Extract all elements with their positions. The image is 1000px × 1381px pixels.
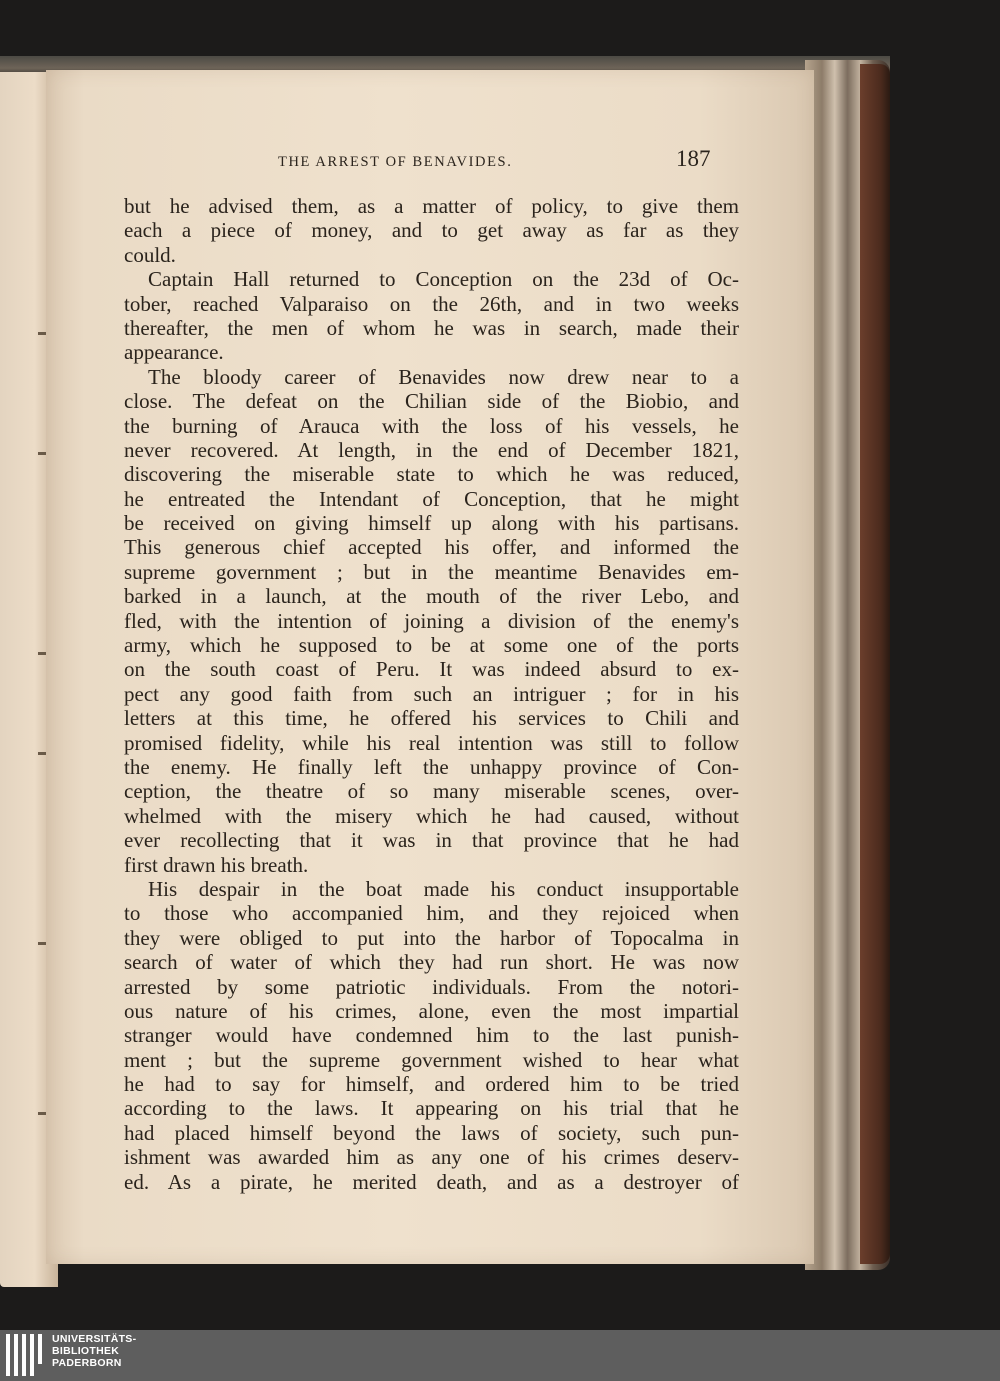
text-line: The bloody career of Benavides now drew near to a — [148, 364, 739, 389]
library-logo-text — [52, 1333, 136, 1369]
text-line: the enemy. He finally left the unhappy province of Con- — [124, 754, 739, 779]
book-cover-right-edge — [860, 64, 890, 1264]
text-line: whelmed with the misery which he had caused, without — [124, 803, 739, 828]
text-line: ception, the theatre of so many miserable scenes, over- — [124, 779, 739, 804]
text-line: ment ; but the supreme government wished to hear what — [124, 1047, 739, 1072]
text-line: according to the laws. It appearing on his trial that he — [124, 1096, 739, 1121]
text-line: search of water of which they had run short. He was now — [124, 950, 739, 975]
text-line: each a piece of money, and to get away as far as they — [124, 218, 739, 243]
logo-line-1: UNIVERSITÄTS- — [52, 1333, 137, 1345]
text-line: ever recollecting that it was in that province that he had — [124, 828, 739, 853]
text-line: could. — [124, 242, 176, 267]
text-line: ous nature of his crimes, alone, even the most impartial — [124, 998, 739, 1023]
logo-line-3: PADERBORN — [52, 1357, 122, 1369]
text-line: on the south coast of Peru. It was indeed absurd to ex- — [124, 657, 739, 682]
text-line: first drawn his breath. — [124, 852, 309, 877]
text-line: had placed himself beyond the laws of society, such pun- — [124, 1120, 739, 1145]
text-line: he had to say for himself, and ordered him to be tried — [124, 1072, 739, 1097]
text-line: pect any good faith from such an intriguer ; for in his — [124, 681, 739, 706]
text-line: to those who accompanied him, and they rejoiced when — [124, 901, 739, 926]
text-line: thereafter, the men of whom he was in search, made their — [124, 315, 739, 340]
page-number: 187 — [676, 146, 711, 171]
text-line: ishment was awarded him as any one of his crimes deserv- — [124, 1145, 739, 1170]
text-line: the burning of Arauca with the loss of his vessels, he — [124, 413, 739, 438]
body-text — [124, 194, 739, 1194]
text-line: Captain Hall returned to Conception on the 23d of Oc- — [148, 267, 739, 292]
text-line: close. The defeat on the Chilian side of the Biobio, and — [124, 389, 739, 414]
text-line: supreme government ; but in the meantime Benavides em- — [124, 559, 739, 584]
text-line: fled, with the intention of joining a division of the enemy's — [124, 608, 739, 633]
text-line: tober, reached Valparaiso on the 26th, and in two weeks — [124, 291, 739, 316]
text-line: they were obliged to put into the harbor of Topocalma in — [124, 925, 739, 950]
logo-line-2: BIBLIOTHEK — [52, 1345, 120, 1357]
text-line: letters at this time, he offered his services to Chili and — [124, 706, 739, 731]
library-logo-icon — [6, 1334, 44, 1376]
text-line: stranger would have condemned him to the last punish- — [124, 1023, 739, 1048]
page-header — [46, 146, 814, 180]
text-line: be received on giving himself up along with his partisans. — [124, 511, 739, 536]
text-line: army, which he supposed to be at some one of the ports — [124, 633, 739, 658]
library-footer-bar — [0, 1330, 1000, 1381]
text-line: His despair in the boat made his conduct insupportable — [148, 876, 739, 901]
text-line: but he advised them, as a matter of policy, to give them — [124, 194, 739, 218]
text-line: arrested by some patriotic individuals. From the notori- — [124, 974, 739, 999]
text-line: he entreated the Intendant of Conception, that he might — [124, 486, 739, 511]
running-head: THE ARREST OF BENAVIDES. — [278, 154, 513, 170]
text-line: promised fidelity, while his real intention was still to follow — [124, 730, 739, 755]
text-line: appearance. — [124, 340, 224, 365]
text-line: ed. As a pirate, he merited death, and as a destroyer of — [124, 1169, 739, 1194]
book-page — [46, 70, 814, 1264]
text-line: This generous chief accepted his offer, and informed the — [124, 535, 739, 560]
text-line: discovering the miserable state to which he was reduced, — [124, 462, 739, 487]
text-line: never recovered. At length, in the end of December 1821, — [124, 437, 739, 462]
text-line: barked in a launch, at the mouth of the river Lebo, and — [124, 584, 739, 609]
